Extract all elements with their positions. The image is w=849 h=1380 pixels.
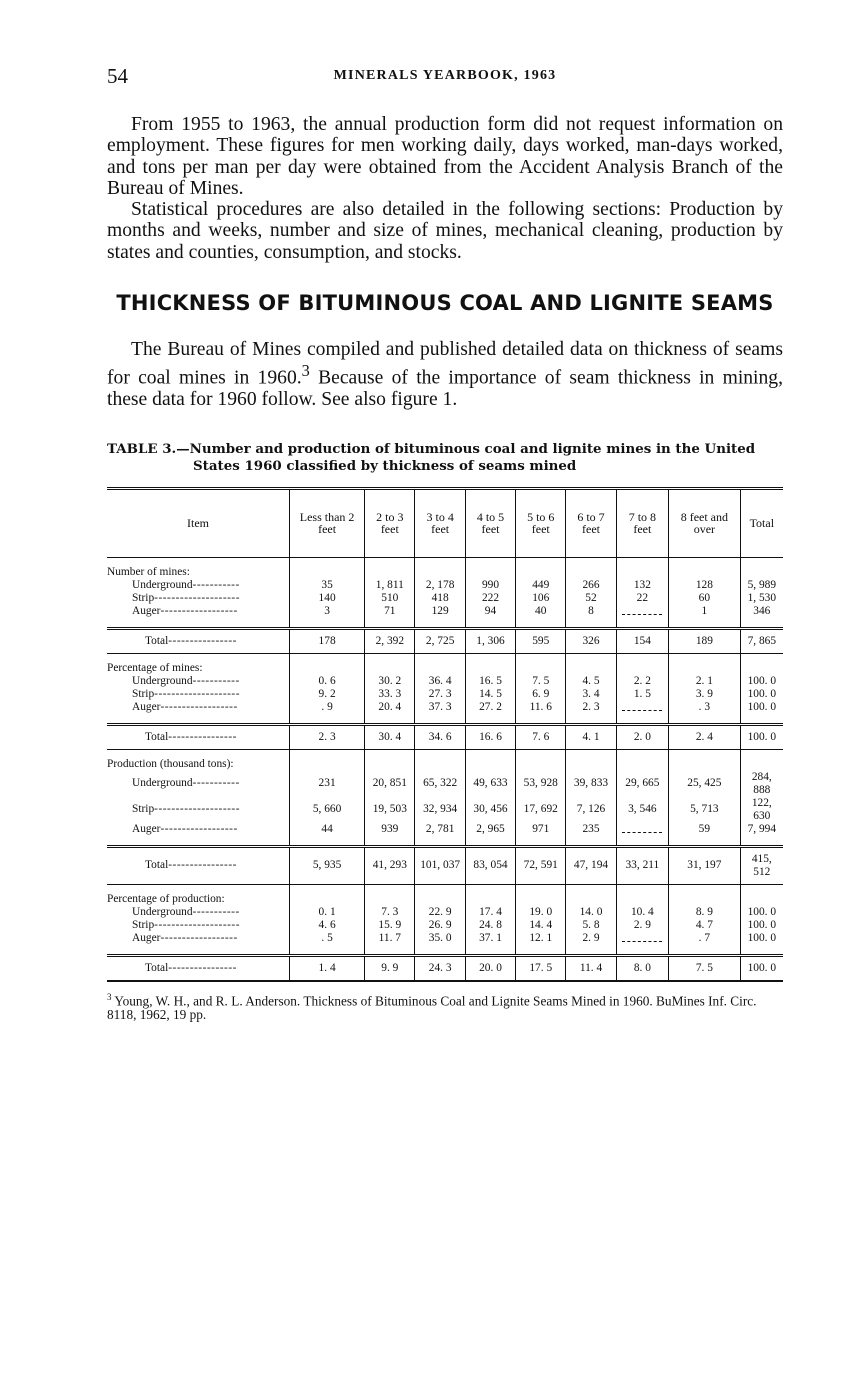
table-cell: 14. 0 xyxy=(566,906,616,919)
table-cell: 7, 126 xyxy=(566,797,616,823)
table-caption: TABLE 3.—Number and production of bituminous coal and lignite mines in the United States 1960 classified by thickness of seams mined xyxy=(107,440,756,474)
total-cell: 101, 037 xyxy=(415,846,465,884)
total-label xyxy=(107,846,290,884)
table-cell: 7. 3 xyxy=(365,906,415,919)
table-cell: 100. 0 xyxy=(740,701,783,725)
row-label xyxy=(107,605,290,629)
table-cell: 3, 546 xyxy=(616,797,668,823)
total-label xyxy=(107,724,290,749)
running-head xyxy=(107,62,783,92)
document-page xyxy=(107,62,783,1022)
table-cell: 17. 4 xyxy=(465,906,515,919)
table-cell: 22 xyxy=(616,592,668,605)
empty-cell xyxy=(669,557,741,579)
dot-leader: -------------------- xyxy=(154,803,241,815)
empty-cell xyxy=(669,884,741,906)
empty-cell xyxy=(516,749,566,771)
table-cell xyxy=(616,605,668,629)
column-header: 6 to 7 feet xyxy=(566,488,616,557)
table-body xyxy=(107,557,783,981)
table-cell: 53, 928 xyxy=(516,771,566,797)
table-cell xyxy=(616,823,668,847)
table-cell: 235 xyxy=(566,823,616,847)
footnote xyxy=(107,990,783,1022)
table-cell: 8. 9 xyxy=(669,906,741,919)
dot-leader: ----------- xyxy=(192,674,240,687)
section-heading: THICKNESS OF BITUMINOUS COAL AND LIGNITE SEAMS xyxy=(116,291,774,316)
total-cell: 7. 5 xyxy=(669,955,741,981)
table-row xyxy=(107,701,783,725)
empty-cell xyxy=(465,749,515,771)
table-cell: 3. 4 xyxy=(566,688,616,701)
table-cell: 71 xyxy=(365,605,415,629)
row-label xyxy=(107,797,290,823)
table-cell: . 3 xyxy=(669,701,741,725)
table-cell: 16. 5 xyxy=(465,675,515,688)
empty-dash xyxy=(622,823,662,833)
table-cell: 2. 2 xyxy=(616,675,668,688)
table-cell: 9. 2 xyxy=(290,688,365,701)
table-cell: 4. 7 xyxy=(669,919,741,932)
column-header: 5 to 6 feet xyxy=(516,488,566,557)
total-label xyxy=(107,955,290,981)
total-label-text: Total xyxy=(145,730,169,743)
table-row xyxy=(107,605,783,629)
empty-cell xyxy=(290,557,365,579)
table-cell: 122, 630 xyxy=(740,797,783,823)
table-cell: . 7 xyxy=(669,932,741,956)
table-cell: 39, 833 xyxy=(566,771,616,797)
table-cell: 7, 994 xyxy=(740,823,783,847)
total-cell: 415, 512 xyxy=(740,846,783,884)
dot-leader: ----------- xyxy=(192,905,240,918)
total-row xyxy=(107,955,783,981)
empty-cell xyxy=(365,557,415,579)
table-cell: . 9 xyxy=(290,701,365,725)
table-cell: 346 xyxy=(740,605,783,629)
table-cell: 94 xyxy=(465,605,515,629)
empty-cell xyxy=(290,749,365,771)
row-label xyxy=(107,771,290,797)
table-cell: 14. 4 xyxy=(516,919,566,932)
dot-leader: ---------------- xyxy=(168,961,237,974)
total-label xyxy=(107,628,290,653)
row-label xyxy=(107,688,290,701)
table-cell: 2, 781 xyxy=(415,823,465,847)
table-cell: 6. 9 xyxy=(516,688,566,701)
empty-cell xyxy=(740,749,783,771)
empty-cell xyxy=(516,557,566,579)
table-cell: 231 xyxy=(290,771,365,797)
table-cell: 284, 888 xyxy=(740,771,783,797)
total-cell: 47, 194 xyxy=(566,846,616,884)
table-cell: 40 xyxy=(516,605,566,629)
table-cell: 14. 5 xyxy=(465,688,515,701)
row-label xyxy=(107,919,290,932)
table-cell: 26. 9 xyxy=(415,919,465,932)
table-cell: 12. 1 xyxy=(516,932,566,956)
column-header: Total xyxy=(740,488,783,557)
total-cell: 595 xyxy=(516,628,566,653)
total-cell: 2. 3 xyxy=(290,724,365,749)
dot-leader: ------------------ xyxy=(160,932,238,944)
total-cell: 7. 6 xyxy=(516,724,566,749)
column-header: Less than 2 feet xyxy=(290,488,365,557)
group-title-row xyxy=(107,653,783,675)
paragraph-statistical-procedures: Statistical procedures are also detailed in the following sections: Production by months and weeks, number and size of mines, mechanical cleaning, production by states and counties, consumption, and stocks. xyxy=(107,199,783,263)
table-cell: 11. 7 xyxy=(365,932,415,956)
table-cell: 100. 0 xyxy=(740,675,783,688)
total-label-text: Total xyxy=(145,859,169,871)
table-cell: 971 xyxy=(516,823,566,847)
table-cell: 2. 9 xyxy=(566,932,616,956)
table-cell: 60 xyxy=(669,592,741,605)
table-cell: 10. 4 xyxy=(616,906,668,919)
total-cell: 9. 9 xyxy=(365,955,415,981)
table-cell xyxy=(616,932,668,956)
group-title: Number of mines: xyxy=(107,565,190,578)
table-cell: 990 xyxy=(465,579,515,592)
table-cell: 65, 322 xyxy=(415,771,465,797)
total-cell: 100. 0 xyxy=(740,724,783,749)
table-cell: 4. 5 xyxy=(566,675,616,688)
empty-cell xyxy=(365,749,415,771)
table-cell: 17, 692 xyxy=(516,797,566,823)
column-header: 7 to 8 feet xyxy=(616,488,668,557)
row-label-text: Underground xyxy=(132,578,193,591)
table-cell: 35 xyxy=(290,579,365,592)
column-header: 4 to 5 feet xyxy=(465,488,515,557)
empty-cell xyxy=(740,884,783,906)
table-cell: 37. 3 xyxy=(415,701,465,725)
empty-cell xyxy=(516,884,566,906)
dot-leader: -------------------- xyxy=(154,918,241,931)
table-cell: 22. 9 xyxy=(415,906,465,919)
page-number: 54 xyxy=(107,64,128,88)
dot-leader: ---------------- xyxy=(168,859,237,871)
table-cell: 2. 9 xyxy=(616,919,668,932)
empty-cell xyxy=(465,884,515,906)
total-cell: 34. 6 xyxy=(415,724,465,749)
total-cell: 2. 4 xyxy=(669,724,741,749)
empty-cell xyxy=(566,884,616,906)
table-cell: 49, 633 xyxy=(465,771,515,797)
table-cell: 7. 5 xyxy=(516,675,566,688)
table-cell: 449 xyxy=(516,579,566,592)
table-cell: 8 xyxy=(566,605,616,629)
table-cell: 2, 965 xyxy=(465,823,515,847)
table-cell: 2. 3 xyxy=(566,701,616,725)
total-cell: 17. 5 xyxy=(516,955,566,981)
footnote-text: Young, W. H., and R. L. Anderson. Thickness of Bituminous Coal and Lignite Seams Mined in 1960. BuMines Inf. Circ. 8118, 1962, 19 pp. xyxy=(107,992,757,1022)
table-cell: 19, 503 xyxy=(365,797,415,823)
paragraph-seam-thickness xyxy=(107,339,783,410)
row-label-text: Underground xyxy=(132,674,193,687)
total-cell: 100. 0 xyxy=(740,955,783,981)
empty-cell xyxy=(415,884,465,906)
table-row xyxy=(107,919,783,932)
row-label xyxy=(107,823,290,847)
row-label-text: Auger xyxy=(132,932,161,944)
column-header: 3 to 4 feet xyxy=(415,488,465,557)
total-cell: 72, 591 xyxy=(516,846,566,884)
total-cell: 1, 306 xyxy=(465,628,515,653)
table-cell: 1. 5 xyxy=(616,688,668,701)
total-cell: 83, 054 xyxy=(465,846,515,884)
table-cell: 27. 2 xyxy=(465,701,515,725)
total-cell: 41, 293 xyxy=(365,846,415,884)
group-title: Production (thousand tons): xyxy=(107,757,234,770)
empty-cell xyxy=(365,653,415,675)
table-cell: 4. 6 xyxy=(290,919,365,932)
dot-leader: -------------------- xyxy=(154,591,241,604)
table-cell: 106 xyxy=(516,592,566,605)
table-cell: 3 xyxy=(290,605,365,629)
empty-cell xyxy=(566,749,616,771)
table-cell: 27. 3 xyxy=(415,688,465,701)
column-header: 8 feet and over xyxy=(669,488,741,557)
table-cell: 2, 178 xyxy=(415,579,465,592)
table-cell: 418 xyxy=(415,592,465,605)
empty-cell xyxy=(415,557,465,579)
row-label-text: Auger xyxy=(132,605,161,617)
total-cell: 11. 4 xyxy=(566,955,616,981)
table-cell: 100. 0 xyxy=(740,919,783,932)
dot-leader: ----------- xyxy=(192,777,240,789)
empty-dash xyxy=(622,605,662,615)
table-cell: 20. 4 xyxy=(365,701,415,725)
empty-cell xyxy=(616,749,668,771)
row-label-text: Strip xyxy=(132,918,155,931)
table-cell: 29, 665 xyxy=(616,771,668,797)
table-row xyxy=(107,688,783,701)
empty-cell xyxy=(669,749,741,771)
total-cell: 2. 0 xyxy=(616,724,668,749)
table-cell: 35. 0 xyxy=(415,932,465,956)
table-cell: 37. 1 xyxy=(465,932,515,956)
table-cell: 36. 4 xyxy=(415,675,465,688)
total-cell: 4. 1 xyxy=(566,724,616,749)
dot-leader: -------------------- xyxy=(154,687,241,700)
group-title-row xyxy=(107,884,783,906)
table-cell: 2. 1 xyxy=(669,675,741,688)
table-row xyxy=(107,675,783,688)
table-cell: 100. 0 xyxy=(740,906,783,919)
total-row xyxy=(107,846,783,884)
total-cell: 30. 4 xyxy=(365,724,415,749)
table-cell: 100. 0 xyxy=(740,688,783,701)
row-label-text: Underground xyxy=(132,905,193,918)
dot-leader: ---------------- xyxy=(168,634,237,647)
group-title: Percentage of production: xyxy=(107,892,225,905)
table-cell: 5, 989 xyxy=(740,579,783,592)
row-label xyxy=(107,906,290,919)
table-cell: 11. 6 xyxy=(516,701,566,725)
empty-dash xyxy=(622,932,662,942)
total-cell: 326 xyxy=(566,628,616,653)
total-row xyxy=(107,724,783,749)
table-cell: 129 xyxy=(415,605,465,629)
total-cell: 2, 725 xyxy=(415,628,465,653)
total-cell: 5, 935 xyxy=(290,846,365,884)
table-cell: 132 xyxy=(616,579,668,592)
thickness-table xyxy=(107,487,783,982)
table-cell: 5, 713 xyxy=(669,797,741,823)
row-label-text: Auger xyxy=(132,823,161,835)
row-label-text: Auger xyxy=(132,701,161,713)
empty-cell xyxy=(465,557,515,579)
total-cell: 31, 197 xyxy=(669,846,741,884)
empty-cell xyxy=(415,653,465,675)
row-label-text: Strip xyxy=(132,803,155,815)
table-cell: 20, 851 xyxy=(365,771,415,797)
table-cell: 128 xyxy=(669,579,741,592)
table-cell: 222 xyxy=(465,592,515,605)
table-cell: 0. 1 xyxy=(290,906,365,919)
table-cell: 0. 6 xyxy=(290,675,365,688)
dot-leader: ------------------ xyxy=(160,605,238,617)
dot-leader: ---------------- xyxy=(168,730,237,743)
table-cell: 24. 8 xyxy=(465,919,515,932)
empty-cell xyxy=(566,557,616,579)
paragraph-employment: From 1955 to 1963, the annual production form did not request information on employment. These figures for men working daily, days worked, man-days worked, and tons per man per day were obtained from the Accident Analysis Branch of the Bureau of Mines. xyxy=(107,114,783,199)
row-label xyxy=(107,579,290,592)
total-row xyxy=(107,628,783,653)
total-cell: 7, 865 xyxy=(740,628,783,653)
table-cell: 5, 660 xyxy=(290,797,365,823)
empty-cell xyxy=(740,557,783,579)
table-cell: 33. 3 xyxy=(365,688,415,701)
total-label-text: Total xyxy=(145,961,169,974)
row-label xyxy=(107,701,290,725)
empty-cell xyxy=(616,884,668,906)
table-cell: 510 xyxy=(365,592,415,605)
total-cell: 16. 6 xyxy=(465,724,515,749)
running-title: MINERALS YEARBOOK, 1963 xyxy=(333,68,557,83)
total-cell: 2, 392 xyxy=(365,628,415,653)
table-cell: 32, 934 xyxy=(415,797,465,823)
total-cell: 24. 3 xyxy=(415,955,465,981)
dot-leader: ----------- xyxy=(192,578,240,591)
table-cell: 266 xyxy=(566,579,616,592)
total-cell: 1. 4 xyxy=(290,955,365,981)
column-header: 2 to 3 feet xyxy=(365,488,415,557)
table-header-row xyxy=(107,488,783,557)
dot-leader: ------------------ xyxy=(160,823,238,835)
empty-cell xyxy=(290,653,365,675)
group-title: Percentage of mines: xyxy=(107,661,203,674)
empty-cell xyxy=(566,653,616,675)
total-cell: 189 xyxy=(669,628,741,653)
total-cell: 33, 211 xyxy=(616,846,668,884)
total-cell: 178 xyxy=(290,628,365,653)
table-cell: 30, 456 xyxy=(465,797,515,823)
table-row xyxy=(107,592,783,605)
row-label xyxy=(107,675,290,688)
table-cell: 3. 9 xyxy=(669,688,741,701)
table-row xyxy=(107,579,783,592)
table-row xyxy=(107,823,783,847)
table-row xyxy=(107,906,783,919)
table-cell: 939 xyxy=(365,823,415,847)
table-row xyxy=(107,771,783,797)
empty-cell xyxy=(616,557,668,579)
table-cell: 44 xyxy=(290,823,365,847)
table-cell: 30. 2 xyxy=(365,675,415,688)
table-cell: 100. 0 xyxy=(740,932,783,956)
total-cell: 8. 0 xyxy=(616,955,668,981)
footnote-marker: 3 xyxy=(107,991,112,1002)
table-row xyxy=(107,797,783,823)
table-cell: . 5 xyxy=(290,932,365,956)
empty-cell xyxy=(516,653,566,675)
table-cell: 25, 425 xyxy=(669,771,741,797)
row-label xyxy=(107,592,290,605)
footnote-reference: 3 xyxy=(301,361,310,381)
paragraph-seam-thickness-tail: Because of the importance of seam thickness in mining, these data for 1960 follow. See also figure 1. xyxy=(107,367,783,411)
row-label-text: Strip xyxy=(132,591,155,604)
empty-cell xyxy=(669,653,741,675)
empty-cell xyxy=(290,884,365,906)
row-label-text: Underground xyxy=(132,777,193,789)
table-cell: 1 xyxy=(669,605,741,629)
empty-dash xyxy=(622,701,662,711)
table-cell: 52 xyxy=(566,592,616,605)
group-title-row xyxy=(107,749,783,771)
empty-cell xyxy=(740,653,783,675)
table-cell: 140 xyxy=(290,592,365,605)
total-label-text: Total xyxy=(145,634,169,647)
table-cell: 15. 9 xyxy=(365,919,415,932)
table-row xyxy=(107,932,783,956)
table-cell: 5. 8 xyxy=(566,919,616,932)
group-title-row xyxy=(107,557,783,579)
table-cell: 1, 530 xyxy=(740,592,783,605)
empty-cell xyxy=(616,653,668,675)
empty-cell xyxy=(415,749,465,771)
empty-cell xyxy=(365,884,415,906)
row-label-text: Strip xyxy=(132,687,155,700)
table-cell: 19. 0 xyxy=(516,906,566,919)
row-label xyxy=(107,932,290,956)
total-cell: 154 xyxy=(616,628,668,653)
table-cell xyxy=(616,701,668,725)
table-cell: 59 xyxy=(669,823,741,847)
empty-cell xyxy=(465,653,515,675)
column-header-item: Item xyxy=(187,516,209,530)
total-cell: 20. 0 xyxy=(465,955,515,981)
dot-leader: ------------------ xyxy=(160,701,238,713)
table-cell: 1, 811 xyxy=(365,579,415,592)
paragraph-seam-thickness-text: The Bureau of Mines compiled and published detailed data on thickness of seams for coal mines in 1960. xyxy=(107,339,783,389)
